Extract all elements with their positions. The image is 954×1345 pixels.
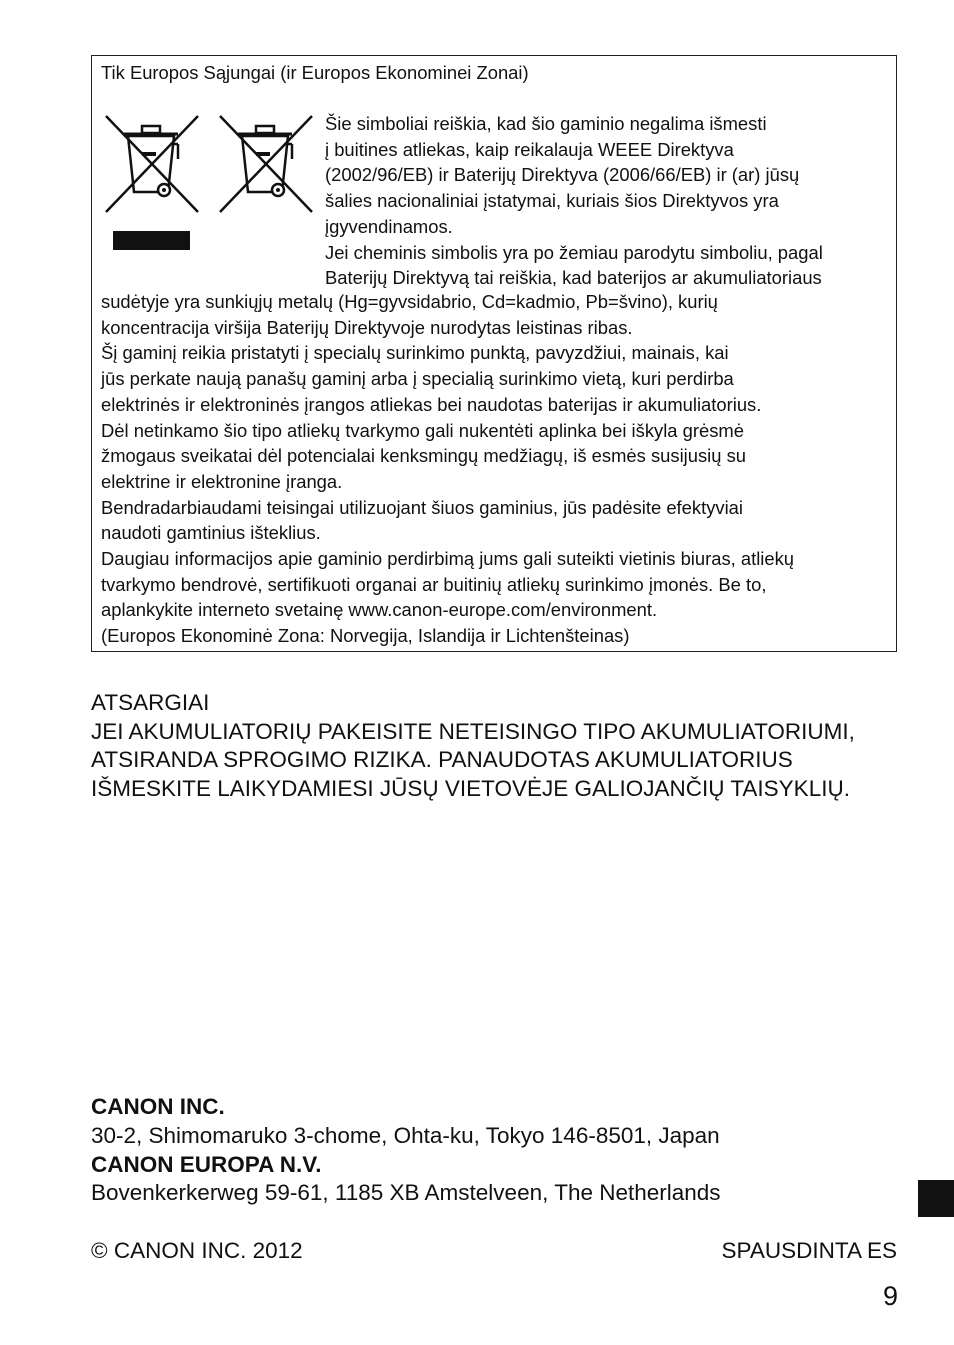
company-address-japan: 30-2, Shimomaruko 3-chome, Ohta-ku, Tokyo 146-8501, Japan — [91, 1122, 720, 1148]
weee-line: Šie simboliai reiškia, kad šio gaminio negalima išmesti — [325, 113, 767, 134]
weee-line: Bendradarbiaudami teisingai utilizuojant šiuos gaminius, jūs padėsite efektyviai — [101, 496, 743, 518]
weee-line: Daugiau informacijos apie gaminio perdirbimą jums gali suteikti vietinis biuras, atliekų — [101, 548, 795, 570]
caution-heading: ATSARGIAI — [91, 690, 210, 715]
weee-details — [101, 289, 794, 649]
weee-line: elektrinės ir elektroninės įrangos atliekas bei naudotas baterijas ir akumuliatorius. — [101, 393, 762, 415]
company-name-canon-europa: CANON EUROPA N.V. — [91, 1151, 322, 1177]
crossed-out-wheelie-bin-icon — [102, 114, 202, 214]
caution-line: ATSIRANDA SPROGIMO RIZIKA. PANAUDOTAS AKUMULIATORIUS — [91, 747, 793, 773]
weee-line: (2002/96/EB) ir Baterijų Direktyva (2006/66/EB) ir (ar) jūsų — [325, 164, 800, 186]
weee-line: Šį gaminį reikia pristatyti į specialų surinkimo punktą, pavyzdžiui, mainais, kai — [101, 342, 729, 364]
weee-line: Baterijų Direktyvą tai reiškia, kad baterijos ar akumuliatoriaus — [325, 267, 822, 289]
weee-line: elektrine ir elektronine įranga. — [101, 470, 343, 492]
weee-line: į buitines atliekas, kaip reikalauja WEEE Direktyva — [325, 138, 734, 160]
caution-line: IŠMESKITE LAIKYDAMIESI JŪSŲ VIETOVĖJE GALIOJANČIŲ TAISYKLIŲ. — [91, 775, 850, 801]
weee-description — [325, 111, 823, 291]
caution-line: JEI AKUMULIATORIŲ PAKEISITE NETEISINGO TIPO AKUMULIATORIUMI, — [91, 718, 855, 744]
weee-line: Jei cheminis simbolis yra po žemiau parodytu simboliu, pagal — [325, 241, 823, 263]
weee-line: tvarkymo bendrovė, sertifikuoti organai ar buitinių atliekų surinkimo įmonės. Be to, — [101, 573, 767, 595]
weee-line: (Europos Ekonominė Zona: Norvegija, Islandija ir Lichtenšteinas) — [101, 625, 630, 647]
weee-line: naudoti gamtinius išteklius. — [101, 522, 321, 544]
weee-line: sudėtyje yra sunkiųjų metalų (Hg=gyvsidabrio, Cd=kadmio, Pb=švino), kurių — [101, 291, 718, 312]
weee-line: jūs perkate naują panašų gaminį arba į specialią surinkimo vietą, kuri perdirba — [101, 368, 734, 390]
heavy-metal-bar — [113, 231, 190, 250]
weee-line: Dėl netinkamo šio tipo atliekų tvarkymo gali nukentėti aplinka bei iškyla grėsmė — [101, 419, 744, 441]
company-address-netherlands: Bovenkerkerweg 59-61, 1185 XB Amstelveen, The Netherlands — [91, 1180, 721, 1206]
printed-in: SPAUSDINTA ES — [721, 1238, 897, 1263]
copyright: © CANON INC. 2012 — [91, 1238, 303, 1263]
weee-title: Tik Europos Sąjungai (ir Europos Ekonominei Zonai) — [101, 62, 529, 83]
company-info — [91, 1093, 721, 1208]
company-name-canon-inc: CANON INC. — [91, 1094, 225, 1119]
weee-line: įgyvendinamos. — [325, 215, 453, 237]
weee-icons — [102, 114, 314, 254]
weee-line: aplankykite interneto svetainę www.canon-europe.com/environment. — [101, 599, 658, 621]
weee-line: koncentracija viršija Baterijų Direktyvoje nurodytas leistinas ribas. — [101, 316, 633, 338]
weee-notice-box — [91, 55, 897, 652]
crossed-out-wheelie-bin-battery-icon — [216, 114, 316, 214]
page-number: 9 — [882, 1281, 898, 1311]
weee-line: žmogaus sveikatai dėl potencialai kenksmingų medžiagų, iš esmės susijusių su — [101, 445, 747, 467]
battery-caution — [91, 689, 855, 803]
weee-line: šalies nacionaliniai įstatymai, kuriais šios Direktyvos yra — [325, 190, 779, 212]
section-tab-marker — [918, 1180, 954, 1217]
